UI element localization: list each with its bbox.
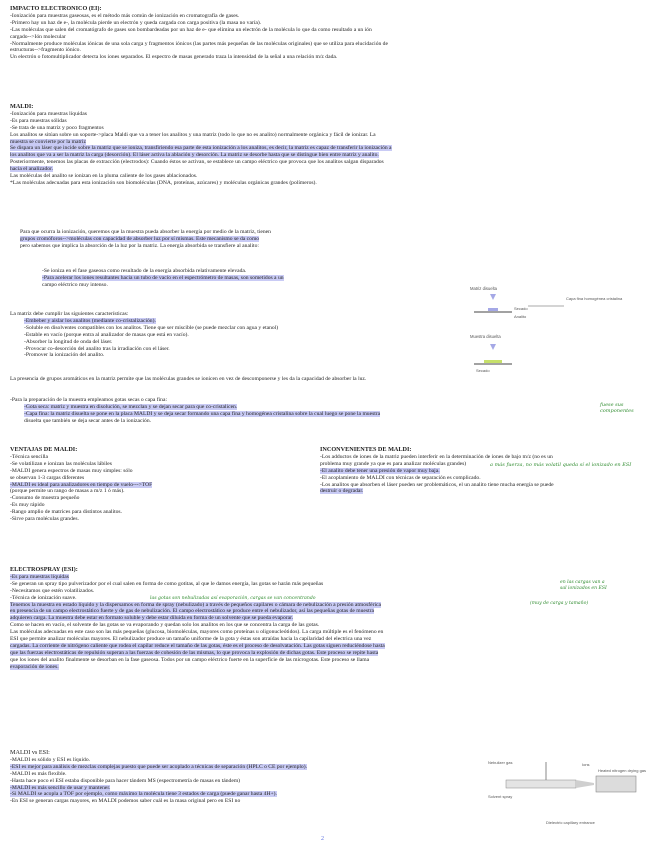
maldi-presence-note: La presencia de grupos aromáticos en la matriz permite que las moléculas grandes se ionicen en vez de descomponerse y les da la capacidad de absorber la luz. xyxy=(10,376,367,382)
text-line xyxy=(10,139,640,146)
text-line: -Los analitos que absorben el láser pueden ser problemáticos, el un analito tiene mucha energía se puede xyxy=(320,481,554,488)
text-line xyxy=(10,404,600,411)
text-line: -Necesitamos que estén volatilizados. xyxy=(10,587,95,594)
handwritten-note: (muy de carga y tamaño) xyxy=(530,601,589,606)
maldi-matrix-requirements xyxy=(10,311,480,359)
text-line: -Promover la ionización del analito. xyxy=(24,352,105,359)
thin-layer xyxy=(484,360,502,363)
text-line: -El acoplamiento de MALDI con técnicas de separación es complicado. xyxy=(320,474,481,481)
text-line xyxy=(10,615,640,622)
text-line xyxy=(10,785,480,792)
text-line xyxy=(320,468,650,475)
svg-text:Muestra disuelta: Muestra disuelta xyxy=(470,334,501,339)
text-line: -Técnica de ionización suave. xyxy=(10,594,77,601)
text-line: problema muy grande ya que es para analizar moléculas grandes) xyxy=(320,460,467,467)
text-line: Las moléculas adecuadas en este caso son las más pequeñas (glucosa, biomoléculas, mayores como proteínas u oligonucleótidos). La carga múltiple es el fenómeno en xyxy=(10,629,384,636)
highlighted-text: en presencia de un campo electrostático fuerte y de gas de nebulización. El campo electrostático se produce entre el nebulizador, así las pequeñas gotas de muestra xyxy=(10,608,374,615)
highlighted-text: -MALDI es más sencillo de usar y mantener. xyxy=(10,784,111,791)
section-title: VENTAJAS DE MALDI: xyxy=(10,447,78,453)
section-title: MALDI vs ESI: xyxy=(10,750,50,756)
requirements-title: La matriz debe cumplir las siguientes características: xyxy=(10,311,129,317)
highlighted-text: cargadas. La corriente de nitrógeno caliente que rodea el capilar reduce el tamaño de las gotas, éste es el proceso de desolvatación. Las gotas siguen reduciéndose hasta xyxy=(10,642,385,649)
text-line xyxy=(10,482,280,489)
handwritten-note: fuese sus componentes xyxy=(600,402,634,414)
section-title: ELECTROSPRAY (ESI): xyxy=(10,567,78,573)
text-line: pero sabemos que implica la absorción de la luz por la matriz. La energía absorbida se transfiere al analito: xyxy=(20,242,259,249)
text-line xyxy=(10,608,640,615)
text-line: ESI que permite analizar moléculas mayores. El nebulizador produce un tamaño uniforme de la gota y éstas son atraídas hacia la capilaridad del electrica una vez xyxy=(10,636,372,643)
svg-text:Nebulizer gas: Nebulizer gas xyxy=(488,760,513,765)
text-line: (porque permite un rango de masas a m/z 1 ó más). xyxy=(10,488,125,495)
text-line xyxy=(10,791,480,798)
maldi-disadvantages xyxy=(320,447,650,495)
text-line: que los iones del analito finalmente se desorban en la fase gaseosa. Todos por un campo eléctrico fuerte en la superficie de las microgotas. Este proceso se llama xyxy=(10,656,370,663)
text-line: -Es para muestras sólidas xyxy=(10,117,67,124)
text-line: campo eléctrico muy intenso. xyxy=(42,281,108,288)
text-line: -Hasta hace poco el ESI estaba disponible para hacer tándem MS (espectrometría de masas en tándem) xyxy=(10,777,241,784)
text-line xyxy=(10,764,480,771)
text-line: -Absorber la longitud de onda del láser. xyxy=(24,338,113,345)
capillary xyxy=(506,780,576,788)
svg-text:Solvent spray: Solvent spray xyxy=(488,794,513,799)
text-line: Los analitos se sitúan sobre un soporte->placa Maldi que va a tener los analitos y una matriz (todo lo que no es analito) normalmente orgánica y fácil de ionizar. La xyxy=(10,131,376,138)
text-line: *Las moléculas adecuadas para esta ionización son biomoléculas (DNA, proteínas, azúcares) y moléculas orgánicas grandes (polímeros). xyxy=(10,179,317,186)
text-line xyxy=(10,574,640,581)
highlighted-text: los analitos que va a ser la matriz la carga (desorción). El láser activa la ablación y desorción. La matriz se desorbe hasta que se distingue bien entre matriz y analito. xyxy=(10,152,379,159)
text-line: -Rango amplio de matrices para distintos analitos. xyxy=(10,509,123,516)
handwritten-note: las gotas son nebulizadas así evaporación, cargas se van concentrando xyxy=(150,596,316,601)
highlighted-text: -El analito debe tener una presión de vapor muy baja. xyxy=(320,467,440,474)
maldi-ionization-bullets xyxy=(42,268,462,289)
text-line xyxy=(10,664,640,671)
text-line: -Se volatilizan e ionizan las moléculas lábiles xyxy=(10,460,112,467)
text-line xyxy=(10,145,640,152)
text-line: se observan 1-3 cargas diferentes xyxy=(10,474,85,481)
text-line: Posteriormente, tenemos las placas de extracción (electrodos): Cuando éstos se activan, se establece un campo eléctrico que provoca que los analitos salgan disparados xyxy=(10,159,384,166)
highlighted-text: Se dispara un láser que incide sobre la matriz que se ioniza, transfiriendo esa parte de esta ionización a los analitos, es decir, la matriz es capaz de transferir la ionización a xyxy=(10,145,392,152)
text-line xyxy=(10,152,640,159)
text-line: Para que ocurra la ionización, queremos que la muestra pueda absorber la energía por medio de la matriz, tienen xyxy=(20,229,271,235)
svg-text:Ions: Ions xyxy=(582,762,590,767)
drop-icon xyxy=(490,294,496,300)
text-line: -Estable en vacío (porque entra al analizador de masas que está en vacío). xyxy=(24,331,189,338)
text-line: disuelta que también se deja secar antes de la ionización. xyxy=(24,417,152,424)
text-line xyxy=(10,166,640,173)
svg-text:Heated nitrogen drying gas: Heated nitrogen drying gas xyxy=(598,768,646,773)
text-line: -Se trata de una matriz y poco fragmentos xyxy=(10,124,104,131)
text-line: -Sirve para moléculas grandes. xyxy=(10,516,79,523)
text-line: Como se hacen en vacío, el solvente de las gotas se va evaporando y quedan solo los analitos en los que se concentra la carga de las gotas. xyxy=(10,622,320,629)
maldi-section xyxy=(10,104,640,187)
text-line xyxy=(10,643,640,650)
text-line: -Consumo de muestra pequeño xyxy=(10,495,80,502)
svg-text:Secado: Secado xyxy=(476,368,490,373)
highlighted-text: -Capa fina: la matriz disuelta se pone en la placa MALDI y se deja secar formando una capa fina y homogénea cristalina sobre la cual luego se pone la muestra xyxy=(24,410,381,417)
page-number: 2 xyxy=(321,836,324,842)
highlighted-text: -ESI es mejor para análisis de mezclas complejas puesto que puede ser acoplado a técnicas de separación (HPLC o CE por ejemplo). xyxy=(10,763,307,770)
text-line: -Se generan un spray tipo pulverizador por el cual salen en forma de como gotitas, al que le damos energía, las gotas se harán más pequeñas xyxy=(10,580,324,587)
maldi-vs-esi xyxy=(10,750,480,805)
maldi-preparation-diagram xyxy=(468,282,628,376)
esi-section xyxy=(10,567,640,671)
text-line xyxy=(42,275,462,282)
preparation-title: -Para la preparación de la muestra empleamos gotas secas o capa fina: xyxy=(10,397,168,403)
text-line: Las moléculas del analito se ionizan en la pluma caliente de los gases ablacionados. xyxy=(10,173,198,180)
highlighted-text: -Gota seca: matriz y muestra en disolución, se mezclan y se dejan secar para que co-cristalicen. xyxy=(24,403,238,410)
section-title: MALDI: xyxy=(10,104,34,110)
text-line: -En ESI se generan cargas mayores, en MALDI podemos saber cuál es la masa original pero en ESI no xyxy=(10,798,241,805)
fig-label: Matriz disuelta xyxy=(470,286,497,291)
highlighted-text: -Es para muestras líquidas xyxy=(10,573,69,580)
drop-icon xyxy=(490,344,496,350)
dried-matrix xyxy=(488,308,498,311)
text-line: Un electrón o fotomultiplicador detecta los iones separados. El espectro de masas generado traza la intensidad de la señal a una relación m/z dada. xyxy=(10,54,338,61)
section-title: INCONVENIENTES DE MALDI: xyxy=(320,447,412,453)
text-line: -MALDI es sólido y ESI es líquido. xyxy=(10,756,91,763)
text-line: estructuras-->fragmento iónico. xyxy=(10,47,81,54)
text-line xyxy=(10,650,640,657)
text-line: -Normalmente produce moléculas iónicas de una sola carga y fragmentos iónicos (las partes más pequeñas de las moléculas originales) que se utiliza para elucidación de xyxy=(10,40,388,47)
maldi-absorption-paragraph xyxy=(20,229,460,250)
text-line: -Provocar co-desorción del analito tras la irradiación con el láser. xyxy=(24,345,170,352)
highlighted-text: -Embeber y aislar los analitos (mediante co-cristalización). xyxy=(24,317,156,324)
highlighted-text: destruir o degradar. xyxy=(320,488,364,495)
text-line: -Técnica sencilla xyxy=(10,453,49,460)
highlighted-text: que las fuerzas electrostáticas de repulsión superan a las fuerzas de cohesión de las mismas, lo que provoca la explosión de dichas gotas. Este proceso se repite hasta xyxy=(10,649,379,656)
highlighted-text: evaporación de iones. xyxy=(10,663,59,670)
esi-source-diagram xyxy=(486,752,646,832)
maldi-preparation xyxy=(10,397,600,425)
svg-text:Secado: Secado xyxy=(514,306,528,311)
text-line xyxy=(10,411,600,418)
text-line: -MALDI es más flexible. xyxy=(10,770,67,777)
section-title: IMPACTO ELECTRÓNICO (EI): xyxy=(10,6,102,12)
text-line: -Primero hay un haz de e-, la molécula pierde un electrón y queda cargada con carga positiva (la masa no varía). xyxy=(10,19,262,26)
text-line: -Los adductos de iones de la matriz pueden interferir en la determinación de iones de bajo m/z (no es un xyxy=(320,453,553,460)
text-line xyxy=(20,236,460,243)
svg-text:Capa fina homogénea cristalina: Capa fina homogénea cristalina xyxy=(566,296,623,301)
text-line xyxy=(10,318,480,325)
svg-text:Analito: Analito xyxy=(514,314,527,319)
highlighted-text: Tenemos la muestra en estado líquido y la dispersamos en forma de spray (nebulizado) a través de pequeños capilares o cámara de nebulización a presión atmosférica xyxy=(10,601,381,608)
inlet xyxy=(596,776,636,792)
highlighted-text: hacia el analizador. xyxy=(10,166,54,173)
text-line: -Las moléculas que salen del cromatógrafo de gases son bombardeadas por un haz de e- que elimina un electrón de la molécula lo que da como resultado a un ión xyxy=(10,26,372,33)
handwritten-note: a más fuerza, no más volatil queda sí el ionizado en ESI xyxy=(490,462,632,468)
text-line: -MALDI genera espectros de masas muy simples: sólo xyxy=(10,467,133,474)
highlighted-text: muestra se convierte por la matriz xyxy=(10,138,86,145)
maldi-advantages xyxy=(10,447,280,523)
text-line xyxy=(320,488,650,495)
highlighted-text: adquieren carga. La muestra debe estar en formato soluble y debe estar diluida en forma de un solvente que se pueda evaporar. xyxy=(10,615,294,622)
svg-text:Dielectric capillary entrance: Dielectric capillary entrance xyxy=(546,820,595,825)
text-line: -Soluble en disolventes compatibles con los analitos. Tiene que ser miscible (se puede mezclar con agua y etanol) xyxy=(24,324,279,331)
text-line: -Es muy rápido xyxy=(10,502,45,509)
text-line: -Ionización para muestras líquidas xyxy=(10,110,87,117)
highlighted-text: -MALDI es ideal para analizadores en tiempo de vuelo--->TOF xyxy=(10,481,153,488)
handwritten-note: en las cargas van a sal ionizados en ESI xyxy=(560,580,607,591)
text-line: -Ionización para muestras gaseosas, es el método más común de ionización en cromatografía de gases. xyxy=(10,12,240,19)
highlighted-text: -Para acelerar los iones resultantes hacia un tubo de vacío en el espectrómetro de masas, son sometidos a un xyxy=(42,274,284,281)
highlighted-text: grupos cromóforos-->moléculas con capacidad de absorber luz por sí mismas. Este mecanismo se da como xyxy=(20,235,260,242)
impacto-section xyxy=(10,6,610,61)
text-line: -Se ioniza en el fase gaseosa como resultado de la energía absorbida relativamente elevada. xyxy=(42,268,247,274)
highlighted-text: -Si MALDI se acopla a TOF por ejemplo, como máximo la molécula tiene 3 estados de carga (puede ganar hasta 4H+). xyxy=(10,791,277,798)
text-line: cargado-->Ión molecular xyxy=(10,33,66,40)
